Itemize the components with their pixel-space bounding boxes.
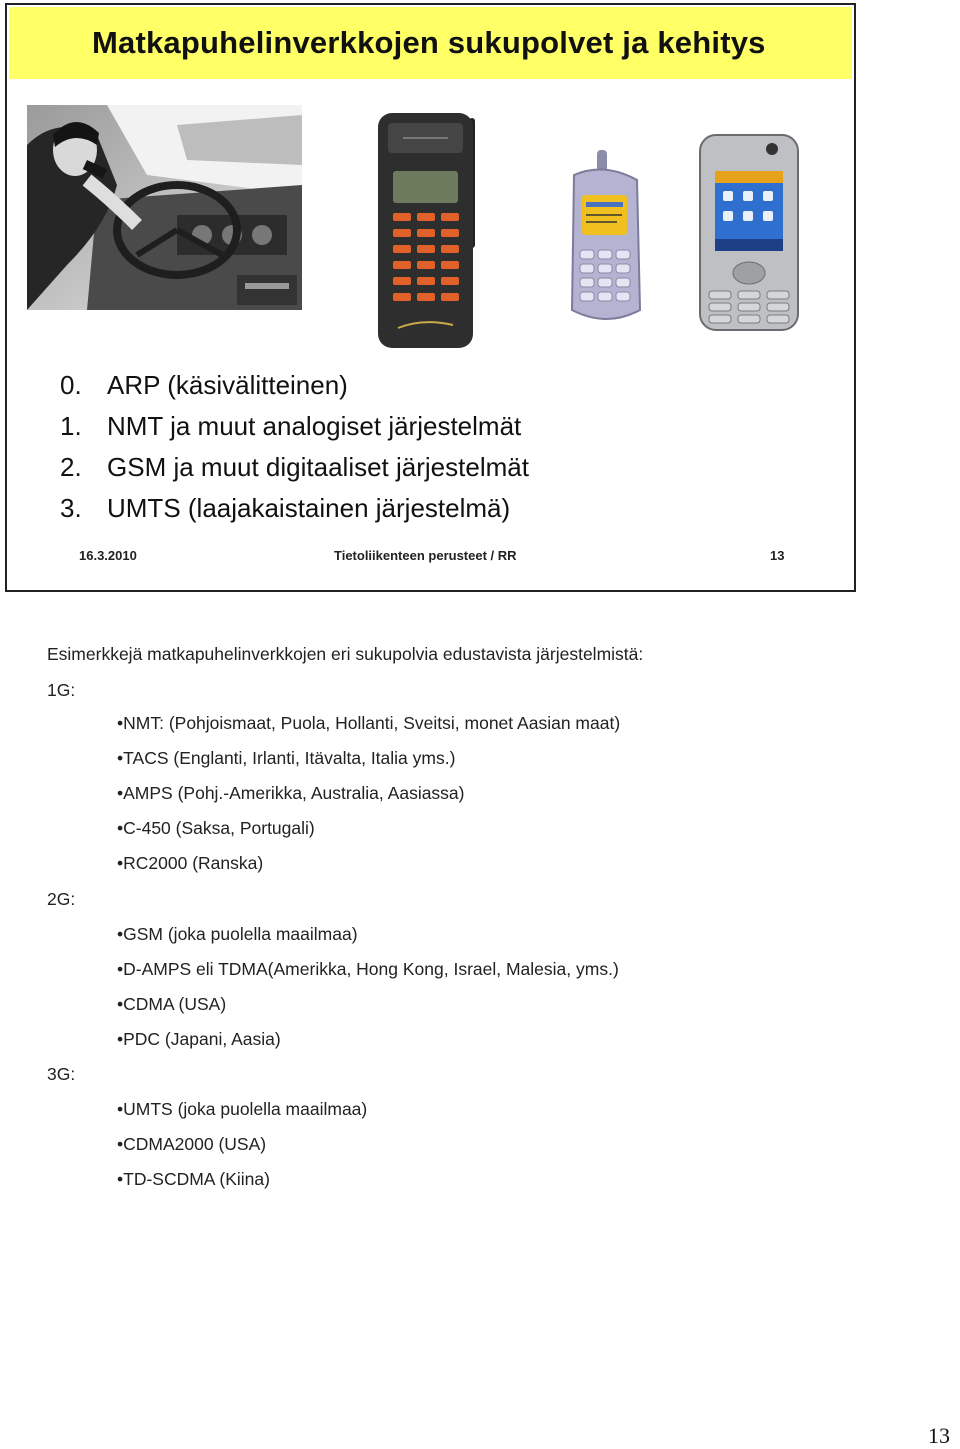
notes-intro: Esimerkkejä matkapuhelinverkkojen eri sukupolvia edustavista järjestelmistä: xyxy=(47,644,644,664)
list-item: •C-450 (Saksa, Portugali) xyxy=(117,818,315,838)
list-item: •GSM (joka puolella maailmaa) xyxy=(117,924,358,944)
item-text: GSM ja muut digitaaliset järjestelmät xyxy=(107,452,529,482)
item-text: ARP (käsivälitteinen) xyxy=(107,370,348,400)
list-item: •RC2000 (Ranska) xyxy=(117,853,264,873)
generation-item xyxy=(60,365,529,406)
list-item: •PDC (Japani, Aasia) xyxy=(117,1029,281,1049)
list-item: •CDMA (USA) xyxy=(117,994,227,1014)
generation-item xyxy=(60,406,529,447)
item-text: NMT ja muut analogiset järjestelmät xyxy=(107,411,522,441)
nokia-phone-image xyxy=(697,133,802,333)
item-number: 3. xyxy=(60,493,82,523)
generation-item xyxy=(60,447,529,488)
slide-footer-course: Tietoliikenteen perusteet / RR xyxy=(334,548,517,563)
list-item: •CDMA2000 (USA) xyxy=(117,1134,267,1154)
siemens-phone-image xyxy=(562,150,647,325)
slide-title: Matkapuhelinverkkojen sukupolvet ja kehitys xyxy=(92,25,766,60)
item-number: 1. xyxy=(60,411,82,441)
brick-phone-image xyxy=(373,113,483,353)
slide-title-bar xyxy=(9,7,852,79)
item-number: 2. xyxy=(60,452,82,482)
generation-list xyxy=(60,365,529,529)
generation-label-2g: 2G: xyxy=(47,889,76,909)
car-phone-photo xyxy=(27,105,302,310)
list-item: •AMPS (Pohj.-Amerikka, Australia, Aasiassa) xyxy=(117,783,465,803)
generation-label-3g: 3G: xyxy=(47,1064,76,1084)
generation-item xyxy=(60,488,529,529)
list-item: •UMTS (joka puolella maailmaa) xyxy=(117,1099,368,1119)
list-item: •TACS (Englanti, Irlanti, Itävalta, Italia yms.) xyxy=(117,748,456,768)
slide-footer-date: 16.3.2010 xyxy=(79,548,137,563)
slide xyxy=(5,3,856,592)
page-number: 13 xyxy=(928,1423,950,1448)
generation-label-1g: 1G: xyxy=(47,680,76,700)
item-number: 0. xyxy=(60,370,82,400)
list-item: •TD-SCDMA (Kiina) xyxy=(117,1169,270,1189)
list-item: •NMT: (Pohjoismaat, Puola, Hollanti, Sveitsi, monet Aasian maat) xyxy=(117,713,621,733)
item-text: UMTS (laajakaistainen järjestelmä) xyxy=(107,493,511,523)
slide-footer-page: 13 xyxy=(770,548,785,563)
list-item: •D-AMPS eli TDMA(Amerikka, Hong Kong, Israel, Malesia, yms.) xyxy=(117,959,619,979)
